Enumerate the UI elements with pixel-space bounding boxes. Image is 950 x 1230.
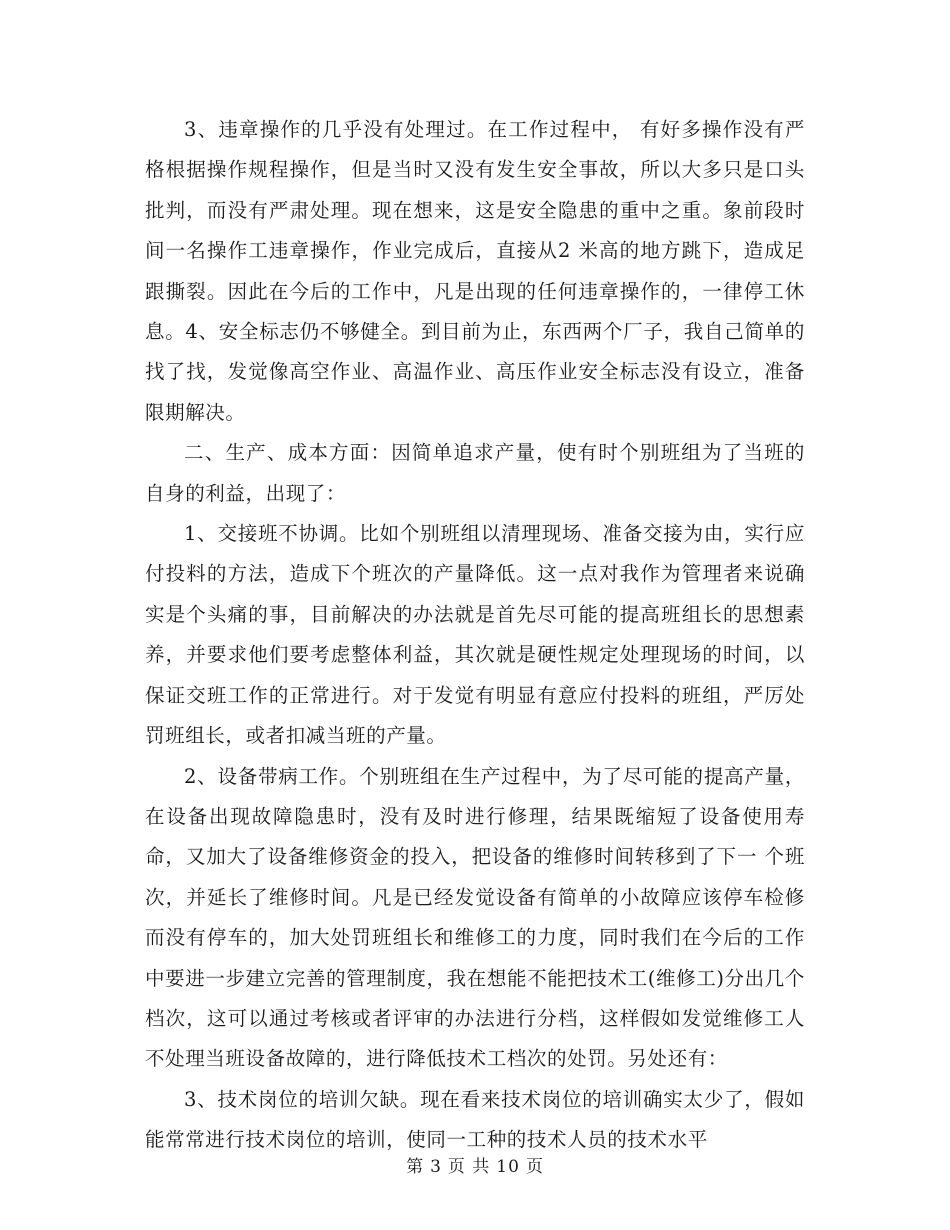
page-number-footer xyxy=(0,1152,950,1177)
paragraph-production-cost-heading: 二、生产、成本方面：因简单追求产量，使有时个别班组为了当班的自身的利益，出现了： xyxy=(145,441,805,505)
footer-suffix: 页 xyxy=(525,1157,544,1177)
paragraph-equipment-faults: 2、设备带病工作。个别班组在生产过程中，为了尽可能的提高产量，在设备出现故障隐患时，没有及时进行修理，结果既缩短了设备使用寿命，又加大了设备维修资金的投入，把设备的维修时间转移到了下一 个班次，并延长了维修时间。凡是已经发觉设备有简单的小故障应该停车检修而没有停车的，加大处罚班组长和维修工的力度，同时我们在今后的工作中要进一步建立完善的管理制度，我在想能不能把技术工(维修工)分出几个档次，这可以通过考核或者评审的办法进行分档，这样假如发觉维修工人不处理当班设备故障的，进行降低技术工档次的处罚。另处还有： xyxy=(145,764,805,1071)
footer-total-pages: 10 xyxy=(496,1157,520,1177)
paragraph-shift-handover: 1、交接班不协调。比如个别班组以清理现场、准备交接为由，实行应付投料的方法，造成下个班次的产量降低。这一点对我作为管理者来说确实是个头痛的事，目前解决的办法就是首先尽可能的提高班组长的思想素养，并要求他们要考虑整体利益，其次就是硬性规定处理现场的时间，以保证交班工作的正常进行。对于发觉有明显有意应付投料的班组，严厉处罚班组长，或者扣减当班的产量。 xyxy=(145,522,805,748)
footer-prefix: 第 xyxy=(406,1157,425,1177)
paragraph-violation-handling: 3、违章操作的几乎没有处理过。在工作过程中， 有好多操作没有严格根据操作规程操作，但是当时又没有发生安全事故，所以大多只是口头批判，而没有严肃处理。现在想来，这是安全隐患的重中之重。象前段时间一名操作工违章操作，作业完成后，直接从2 米高的地方跳下，造成足跟撕裂。因此在今后的工作中，凡是出现的任何违章操作的，一律停工休息。4、安全标志仍不够健全。到目前为止，东西两个厂子，我自己简单的找了找，发觉像高空作业、高温作业、高压作业安全标志没有设立，准备限期解决。 xyxy=(145,118,805,424)
document-body xyxy=(145,110,805,1161)
footer-current-page: 3 xyxy=(430,1157,442,1177)
paragraph-technical-training: 3、技术岗位的培训欠缺。现在看来技术岗位的培训确实太少了，假如能常常进行技术岗位的培训，使同一工种的技术人员的技术水平 xyxy=(145,1087,805,1152)
footer-middle: 页 共 xyxy=(447,1157,491,1177)
